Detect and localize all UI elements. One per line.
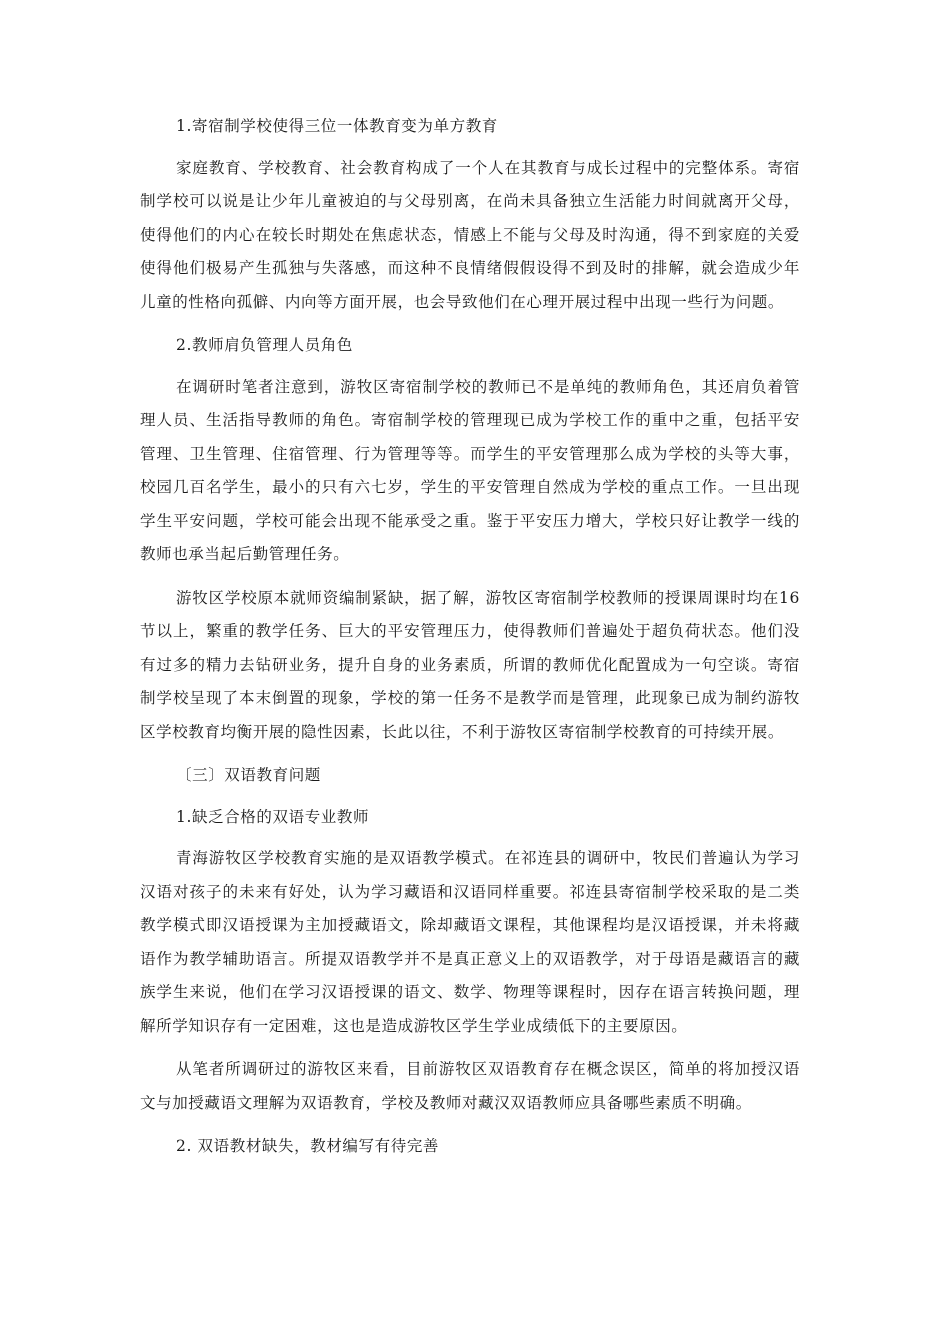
section-heading: 2.教师肩负管理人员角色 <box>176 336 353 354</box>
paragraph: 在调研时笔者注意到，游牧区寄宿制学校的教师已不是单纯的教师角色，其还肩负着管理人员、生活指导教师的角色。寄宿制学校的管理现已成为学校工作的重中之重，包括平安管理、卫生管理、住宿管理、行为管理等等。而学生的平安管理那么成为学校的头等大事，校园几百名学生，最小的只有六七岁，学生的平安管理自然成为学校的重点工作。一旦出现学生平安问题，学校可能会出现不能承受之重。鉴于平安压力增大，学校只好让教学一线的教师也承当起后勤管理任务。 <box>140 377 800 563</box>
section-heading: 1.寄宿制学校使得三位一体教育变为单方教育 <box>176 117 498 135</box>
section-heading: 2. 双语教材缺失，教材编写有待完善 <box>176 1137 440 1155</box>
paragraph: 游牧区学校原本就师资编制紧缺，据了解，游牧区寄宿制学校教师的授课周课时均在16节以上，繁重的教学任务、巨大的平安管理压力，使得教师们普遍处于超负荷状态。他们没有过多的精力去钻研业务，提升自身的业务素质，所谓的教师优化配置成为一句空谈。寄宿制学校呈现了本末倒置的现象，学校的第一任务不是教学而是管理，此现象已成为制约游牧区学校教育均衡开展的隐性因素，长此以往，不利于游牧区寄宿制学校教育的可持续开展。 <box>140 588 800 741</box>
paragraph: 家庭教育、学校教育、社会教育构成了一个人在其教育与成长过程中的完整体系。寄宿制学校可以说是让少年儿童被迫的与父母别离，在尚未具备独立生活能力时间就离开父母，使得他们的内心在较长时期处在焦虑状态，情感上不能与父母及时沟通，得不到家庭的关爱使得他们极易产生孤独与失落感，而这种不良情绪假假设得不到及时的排解，就会造成少年儿童的性格向孤僻、内向等方面开展，也会导致他们在心理开展过程中出现一些行为问题。 <box>140 158 800 311</box>
paragraph: 从笔者所调研过的游牧区来看，目前游牧区双语教育存在概念误区，简单的将加授汉语文与加授藏语文理解为双语教育，学校及教师对藏汉双语教师应具备哪些素质不明确。 <box>140 1060 800 1112</box>
section-heading: 1.缺乏合格的双语专业教师 <box>176 807 370 826</box>
paragraph: 青海游牧区学校教育实施的是双语教学模式。在祁连县的调研中，牧民们普遍认为学习汉语对孩子的未来有好处，认为学习藏语和汉语同样重要。祁连县寄宿制学校采取的是二类教学模式即汉语授课为主加授藏语文，除却藏语文课程，其他课程均是汉语授课，并未将藏语作为教学辅助语言。所提双语教学并不是真正意义上的双语教学，对于母语是藏语言的藏族学生来说，他们在学习汉语授课的语文、数学、物理等课程时，因存在语言转换问题，理解所学知识存有一定困难，这也是造成游牧区学生学业成绩低下的主要原因。 <box>140 849 800 1035</box>
section-heading: 〔三〕双语教育问题 <box>176 766 321 784</box>
document-body <box>140 110 800 1164</box>
